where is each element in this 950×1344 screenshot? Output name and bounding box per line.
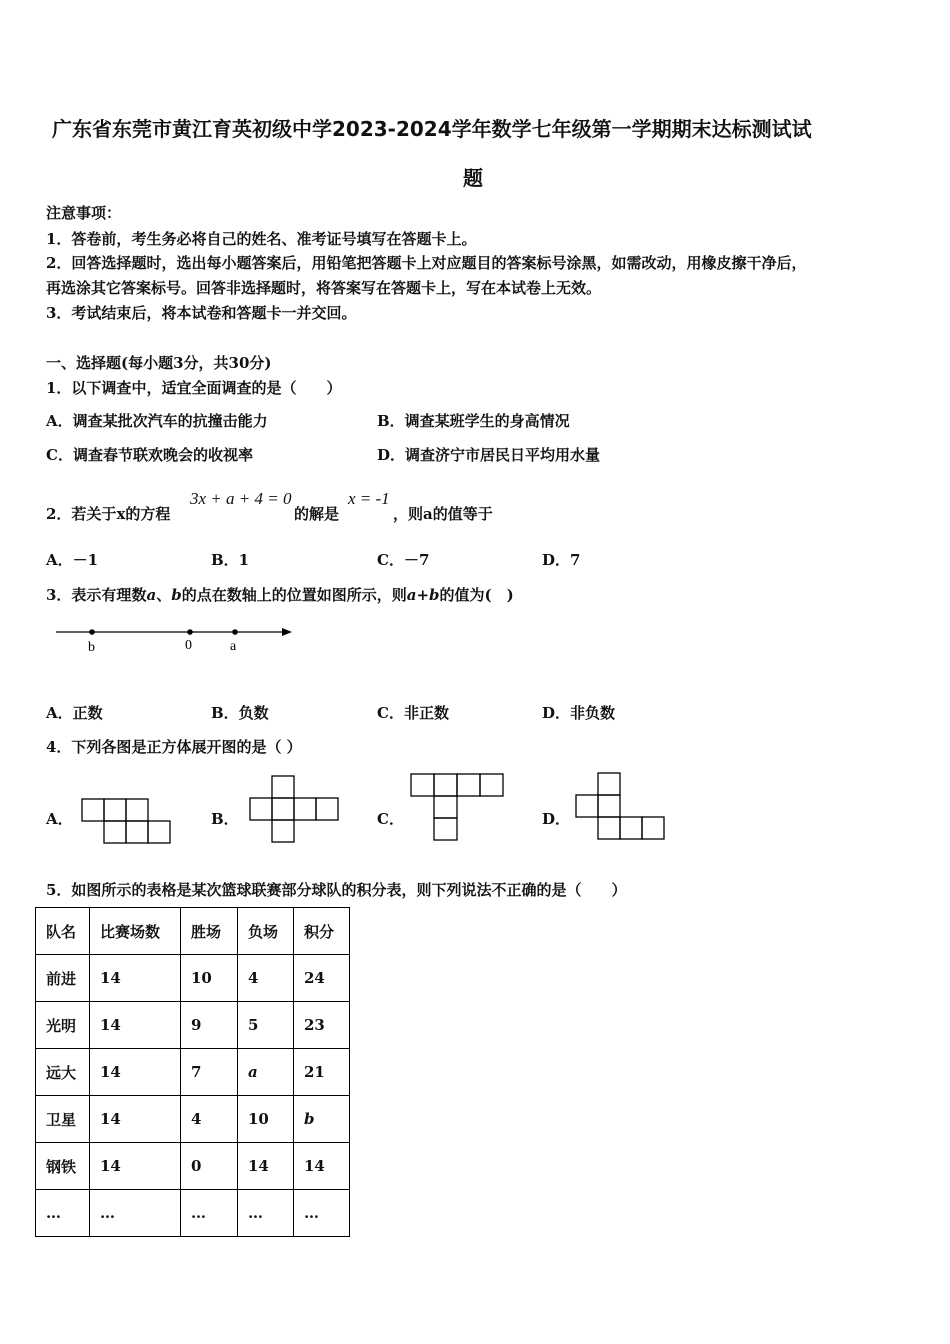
notice-heading: 注意事项： bbox=[46, 204, 122, 222]
net-d bbox=[576, 773, 664, 839]
q1-stem: 1．以下调查中，适宜全面调查的是（ ） bbox=[46, 379, 342, 397]
q2-stem-part: 的值等于 bbox=[432, 505, 493, 523]
table-cell: b bbox=[294, 1096, 350, 1143]
table-cell: 7 bbox=[181, 1049, 238, 1096]
table-row bbox=[36, 1143, 350, 1190]
q1-option-d: D．调查济宁市居民日平均用水量 bbox=[377, 446, 601, 464]
label-a: a bbox=[230, 639, 237, 654]
header-cell: 队名 bbox=[36, 908, 90, 955]
label-b: b bbox=[88, 640, 95, 655]
q3-var-a: a bbox=[146, 586, 157, 604]
q5-stem: 5．如图所示的表格是某次篮球联赛部分球队的积分表，则下列说法不正确的是（ ） bbox=[46, 881, 627, 899]
q2-solution: x = -1 bbox=[348, 489, 390, 508]
q1-option-b: B．调查某班学生的身高情况 bbox=[377, 412, 570, 430]
q4-label-a: A． bbox=[46, 810, 73, 828]
table-cell: 14 bbox=[294, 1143, 350, 1190]
table-cell: a bbox=[238, 1049, 294, 1096]
page-title-line2: 题 bbox=[463, 166, 483, 190]
table-cell: 4 bbox=[238, 955, 294, 1002]
table-cell: … bbox=[90, 1190, 181, 1237]
table-row bbox=[36, 1096, 350, 1143]
table-row bbox=[36, 1190, 350, 1237]
q2-option-b: B．1 bbox=[211, 551, 250, 569]
table-cell: 9 bbox=[181, 1002, 238, 1049]
q3-option-d: D．非负数 bbox=[542, 704, 616, 722]
q3-expr: a+b bbox=[406, 586, 440, 604]
q2-option-c: C．－7 bbox=[377, 551, 430, 569]
q4-label-b: B． bbox=[211, 810, 239, 828]
net-a bbox=[82, 799, 170, 843]
table-cell: 前进 bbox=[36, 955, 90, 1002]
notice-item-2-cont: 再选涂其它答案标号。回答非选择题时，将答案写在答题卡上，写在本试卷上无效。 bbox=[46, 279, 602, 297]
score-table bbox=[35, 907, 350, 1237]
q2-option-a: A．－1 bbox=[46, 551, 99, 569]
q3-sep: 、 bbox=[156, 586, 172, 604]
table-cell: … bbox=[294, 1190, 350, 1237]
table-cell: 14 bbox=[90, 1049, 181, 1096]
net-c bbox=[411, 774, 503, 840]
q3-stem-part: 的点在数轴上的位置如图所示，则 bbox=[181, 586, 407, 604]
table-row bbox=[36, 955, 350, 1002]
q3-option-c: C．非正数 bbox=[377, 704, 449, 722]
table-cell: 10 bbox=[238, 1096, 294, 1143]
q4-stem: 4．下列各图是正方体展开图的是（ ） bbox=[46, 738, 302, 756]
net-b bbox=[250, 776, 338, 842]
table-cell: 14 bbox=[90, 955, 181, 1002]
header-cell: 负场 bbox=[238, 908, 294, 955]
q2-stem-part: 2．若关于 bbox=[46, 505, 117, 523]
table-header-row bbox=[36, 908, 350, 955]
table-cell: 光明 bbox=[36, 1002, 90, 1049]
q1-option-a: A．调查某批次汽车的抗撞击能力 bbox=[46, 412, 268, 430]
label-zero: 0 bbox=[185, 638, 192, 653]
table-cell: 14 bbox=[238, 1143, 294, 1190]
table-row bbox=[36, 1049, 350, 1096]
table-cell: 0 bbox=[181, 1143, 238, 1190]
header-cell: 比赛场数 bbox=[90, 908, 181, 955]
table-cell: … bbox=[36, 1190, 90, 1237]
q4-label-d: D． bbox=[542, 810, 571, 828]
q3-option-b: B．负数 bbox=[211, 704, 269, 722]
q4-label-c: C． bbox=[377, 810, 404, 828]
table-cell: 卫星 bbox=[36, 1096, 90, 1143]
q3-var-b: b bbox=[171, 586, 182, 604]
q2-var-a: a bbox=[423, 505, 433, 523]
notice-item-1: 1．答卷前，考生务必将自己的姓名、准考证号填写在答题卡上。 bbox=[46, 230, 477, 248]
table-cell: 21 bbox=[294, 1049, 350, 1096]
table-cell: 10 bbox=[181, 955, 238, 1002]
table-cell: 4 bbox=[181, 1096, 238, 1143]
q2-equation: 3x + a + 4 = 0 bbox=[190, 489, 292, 508]
table-cell: 远大 bbox=[36, 1049, 90, 1096]
header-cell: 积分 bbox=[294, 908, 350, 955]
table-cell: … bbox=[238, 1190, 294, 1237]
table-cell: 14 bbox=[90, 1002, 181, 1049]
table-cell: 24 bbox=[294, 955, 350, 1002]
table-cell: 钢铁 bbox=[36, 1143, 90, 1190]
q1-option-c: C．调查春节联欢晚会的收视率 bbox=[46, 446, 253, 464]
table-row bbox=[36, 1002, 350, 1049]
q2-stem-solution-label: 的解是 bbox=[294, 505, 340, 523]
table-cell: 23 bbox=[294, 1002, 350, 1049]
header-cell: 胜场 bbox=[181, 908, 238, 955]
notice-item-2: 2．回答选择题时，选出每小题答案后，用铅笔把答题卡上对应题目的答案标号涂黑，如需改动，用橡皮擦干净后， bbox=[46, 254, 807, 272]
q3-option-a: A．正数 bbox=[46, 704, 103, 722]
q2-option-d: D．7 bbox=[542, 551, 581, 569]
q2-var-x: x bbox=[116, 505, 126, 523]
table-cell: 14 bbox=[90, 1096, 181, 1143]
table-cell: 14 bbox=[90, 1143, 181, 1190]
q3-stem-part: 3．表示有理数 bbox=[46, 586, 147, 604]
q2-stem-part: 的方程 bbox=[125, 505, 171, 523]
notice-item-3: 3．考试结束后，将本试卷和答题卡一并交回。 bbox=[46, 304, 357, 322]
page-title-line1: 广东省东莞市黄江育英初级中学2023-2024学年数学七年级第一学期期末达标测试试 bbox=[52, 117, 812, 141]
q3-stem-part: 的值为( ) bbox=[439, 586, 514, 604]
table-cell: 5 bbox=[238, 1002, 294, 1049]
table-cell: … bbox=[181, 1190, 238, 1237]
section-heading: 一、选择题(每小题3分，共30分) bbox=[46, 354, 272, 372]
q2-stem-part: ，则 bbox=[393, 505, 424, 523]
